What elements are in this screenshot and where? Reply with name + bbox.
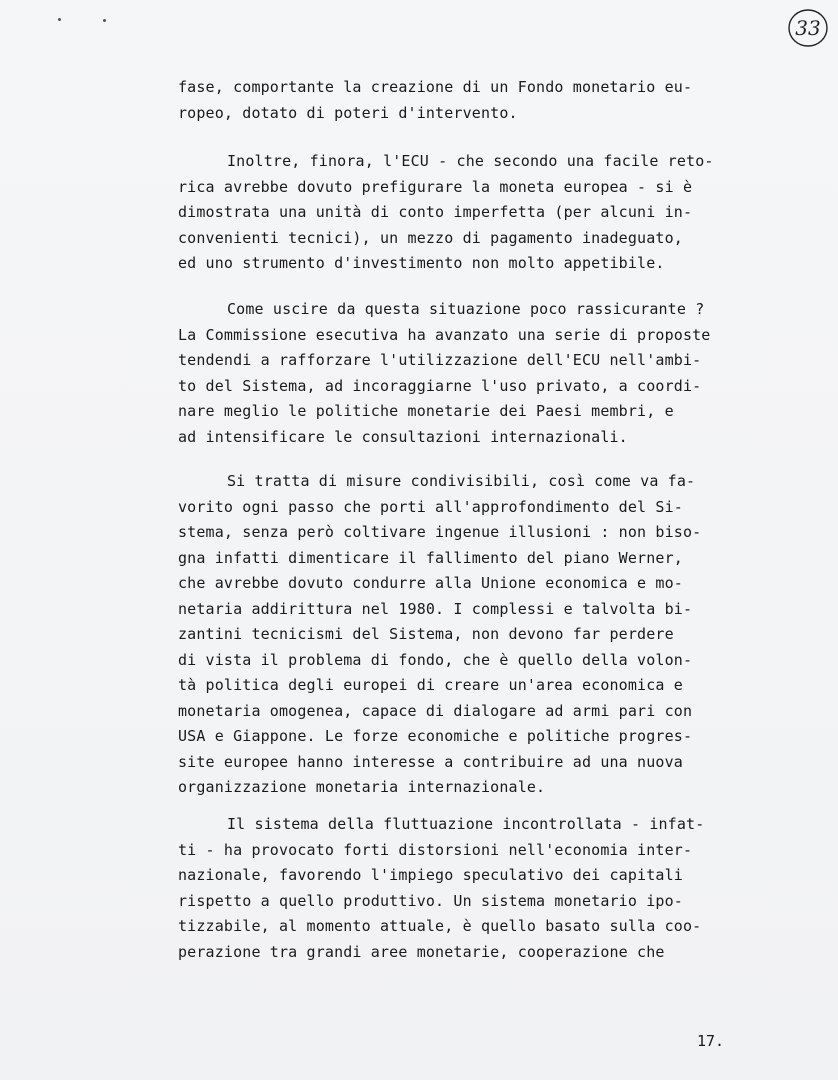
scan-speck bbox=[103, 19, 106, 22]
text-line: tendendi a rafforzare l'utilizzazione dell'ECU nell'ambi- bbox=[178, 351, 702, 369]
page-number: 17. bbox=[697, 1032, 725, 1050]
text-line: ed uno strumento d'investimento non molto appetibile. bbox=[178, 254, 665, 272]
paragraph-1 bbox=[178, 75, 748, 126]
paragraph-2 bbox=[178, 149, 748, 277]
text-line: di vista il problema di fondo, che è quello della volon- bbox=[178, 650, 693, 669]
text-line: nare meglio le politiche monetarie dei Paesi membri, e bbox=[178, 402, 674, 420]
text-line: Si tratta di misure condivisibili, così come va fa- bbox=[227, 472, 696, 490]
scan-speck bbox=[58, 18, 61, 21]
text-line: convenienti tecnici), un mezzo di pagamento inadeguato, bbox=[178, 228, 683, 247]
paragraph-5 bbox=[178, 812, 748, 965]
text-line: site europee hanno interesse a contribuire ad una nuova bbox=[178, 752, 683, 771]
text-line: dimostrata una unità di conto imperfetta (per alcuni in- bbox=[178, 203, 693, 221]
text-line: vorito ogni passo che porti all'approfondimento del Si- bbox=[178, 497, 683, 516]
text-line: Inoltre, finora, l'ECU - che secondo una facile reto- bbox=[227, 152, 714, 170]
text-line: netaria addirittura nel 1980. I complessi e talvolta bi- bbox=[178, 599, 693, 618]
text-line: to del Sistema, ad incoraggiarne l'uso privato, a coordi- bbox=[178, 376, 702, 395]
text-line: rica avrebbe dovuto prefigurare la moneta europea - si è bbox=[178, 177, 693, 196]
text-line: rispetto a quello produttivo. Un sistema monetario ipo- bbox=[178, 891, 683, 910]
text-line: stema, senza però coltivare ingenue illusioni : non biso- bbox=[178, 523, 702, 541]
text-line: organizzazione monetaria internazionale. bbox=[178, 778, 546, 796]
text-line: ti - ha provocato forti distorsioni nell'economia inter- bbox=[178, 840, 693, 859]
text-line: ropeo, dotato di poteri d'intervento. bbox=[178, 103, 518, 122]
page-stamp-number: 33 bbox=[795, 16, 821, 40]
text-line: Il sistema della fluttuazione incontrollata - infat- bbox=[227, 815, 705, 833]
text-line: gna infatti dimenticare il fallimento del piano Werner, bbox=[178, 548, 683, 567]
text-line: che avrebbe dovuto condurre alla Unione economica e mo- bbox=[178, 574, 683, 592]
paragraph-3 bbox=[178, 297, 748, 450]
text-line: USA e Giappone. Le forze economiche e politiche progres- bbox=[178, 727, 693, 745]
text-line: La Commissione esecutiva ha avanzato una serie di proposte bbox=[178, 325, 711, 344]
text-line: perazione tra grandi aree monetarie, cooperazione che bbox=[178, 942, 665, 961]
text-line: Come uscire da questa situazione poco rassicurante ? bbox=[227, 300, 705, 318]
text-line: zantini tecnicismi del Sistema, non devono far perdere bbox=[178, 625, 674, 643]
text-line: tizzabile, al momento attuale, è quello basato sulla coo- bbox=[178, 917, 702, 935]
page-stamp-circle bbox=[786, 6, 830, 50]
text-line: ad intensificare le consultazioni internazionali. bbox=[178, 427, 628, 446]
text-line: nazionale, favorendo l'impiego speculativo dei capitali bbox=[178, 866, 683, 884]
text-line: monetaria omogenea, capace di dialogare ad armi pari con bbox=[178, 701, 693, 720]
text-line: tà politica degli europei di creare un'area economica e bbox=[178, 676, 683, 694]
paragraph-4 bbox=[178, 469, 748, 801]
text-line: fase, comportante la creazione di un Fondo monetario eu- bbox=[178, 78, 693, 96]
